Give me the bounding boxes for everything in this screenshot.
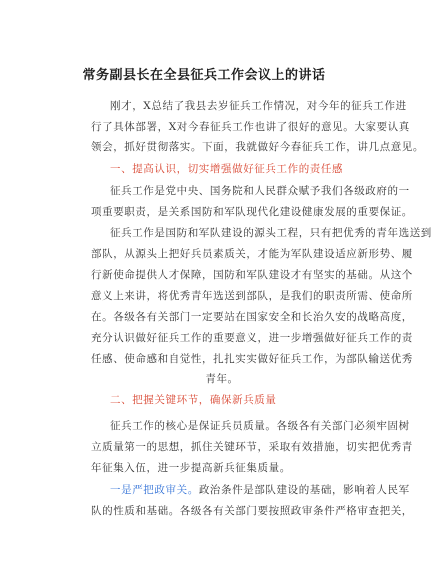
line-text: 青年。 — [205, 373, 239, 385]
paragraph-line — [91, 289, 413, 303]
line-text: 刚才，X总结了我县去岁征兵工作情况，对今年的征兵工作进 — [110, 100, 407, 112]
section-heading — [110, 393, 353, 407]
paragraph-line — [91, 461, 353, 475]
paragraph-line — [91, 268, 413, 282]
paragraph-line — [91, 331, 413, 345]
document-title: 常务副县长在全县征兵工作会议上的讲话 — [82, 68, 326, 83]
paragraph-line — [91, 352, 413, 366]
paragraph-line — [91, 120, 410, 134]
line-text: 领会，抓好贯彻落实。下面，我就做好今春征兵工作，讲几点意见。 — [91, 141, 424, 153]
line-text: 征兵工作的核心是保证兵员质量。各级各有关部门必须牢固树 — [110, 420, 410, 432]
paragraph-line — [110, 99, 407, 113]
line-text: 队的性质和基础。各级各有关部门要按照政审条件严格审查把关， — [91, 505, 413, 517]
paragraph-line — [91, 140, 424, 154]
paragraph-line — [110, 226, 432, 240]
line-text: 项重要职责，是关系国防和军队现代化建设健康发展的重要保证。 — [91, 206, 413, 218]
line-text: 在。各级各有关部门一定要站在国家安全和长治久安的战略高度， — [91, 311, 413, 323]
paragraph-line — [91, 504, 413, 518]
line-text: 征兵工作是党中央、国务院和人民群众赋予我们各级政府的一 — [110, 185, 410, 197]
lead-phrase: 一是严把政审关。 — [110, 484, 199, 496]
line-text: 二、把握关键环节，确保新兵质量 — [110, 394, 277, 406]
line-text: 充分认识做好征兵工作的重要意义，进一步增强做好征兵工作的责 — [91, 332, 413, 344]
line-text: 政治条件是部队建设的基础，影响着人民军 — [198, 484, 410, 496]
line-text: 意义上来讲，将优秀青年选送到部队，是我们的职责所需、使命所 — [91, 290, 413, 302]
paragraph-line — [91, 440, 413, 454]
line-text: 年征集入伍，进一步提高新兵征集质量。 — [91, 462, 291, 474]
paragraph-line — [91, 372, 353, 386]
line-text: 部队，从源头上把好兵员素质关，才能为军队建设适应新形势、履 — [91, 248, 413, 260]
paragraph-line — [110, 483, 410, 497]
paragraph-line — [91, 205, 413, 219]
line-text: 征兵工作是国防和军队建设的源头工程，只有把优秀的青年选送到 — [110, 227, 432, 239]
paragraph-line — [91, 247, 413, 261]
section-heading — [110, 162, 353, 176]
paragraph-line — [110, 419, 410, 433]
line-text: 一、提高认识，切实增强做好征兵工作的责任感 — [110, 163, 344, 175]
line-text: 行新使命提供人才保障，国防和军队建设才有坚实的基础。从这个 — [91, 269, 413, 281]
line-text: 立质量第一的思想，抓住关键环节，采取有效措施，切实把优秀青 — [91, 441, 413, 453]
line-text: 任感、使命感和自觉性，扎扎实实做好征兵工作，为部队输送优秀 — [91, 353, 413, 365]
line-text: 行了具体部署，X对今春征兵工作也讲了很好的意见。大家要认真 — [91, 121, 410, 133]
paragraph-line — [110, 184, 410, 198]
paragraph-line — [91, 310, 413, 324]
